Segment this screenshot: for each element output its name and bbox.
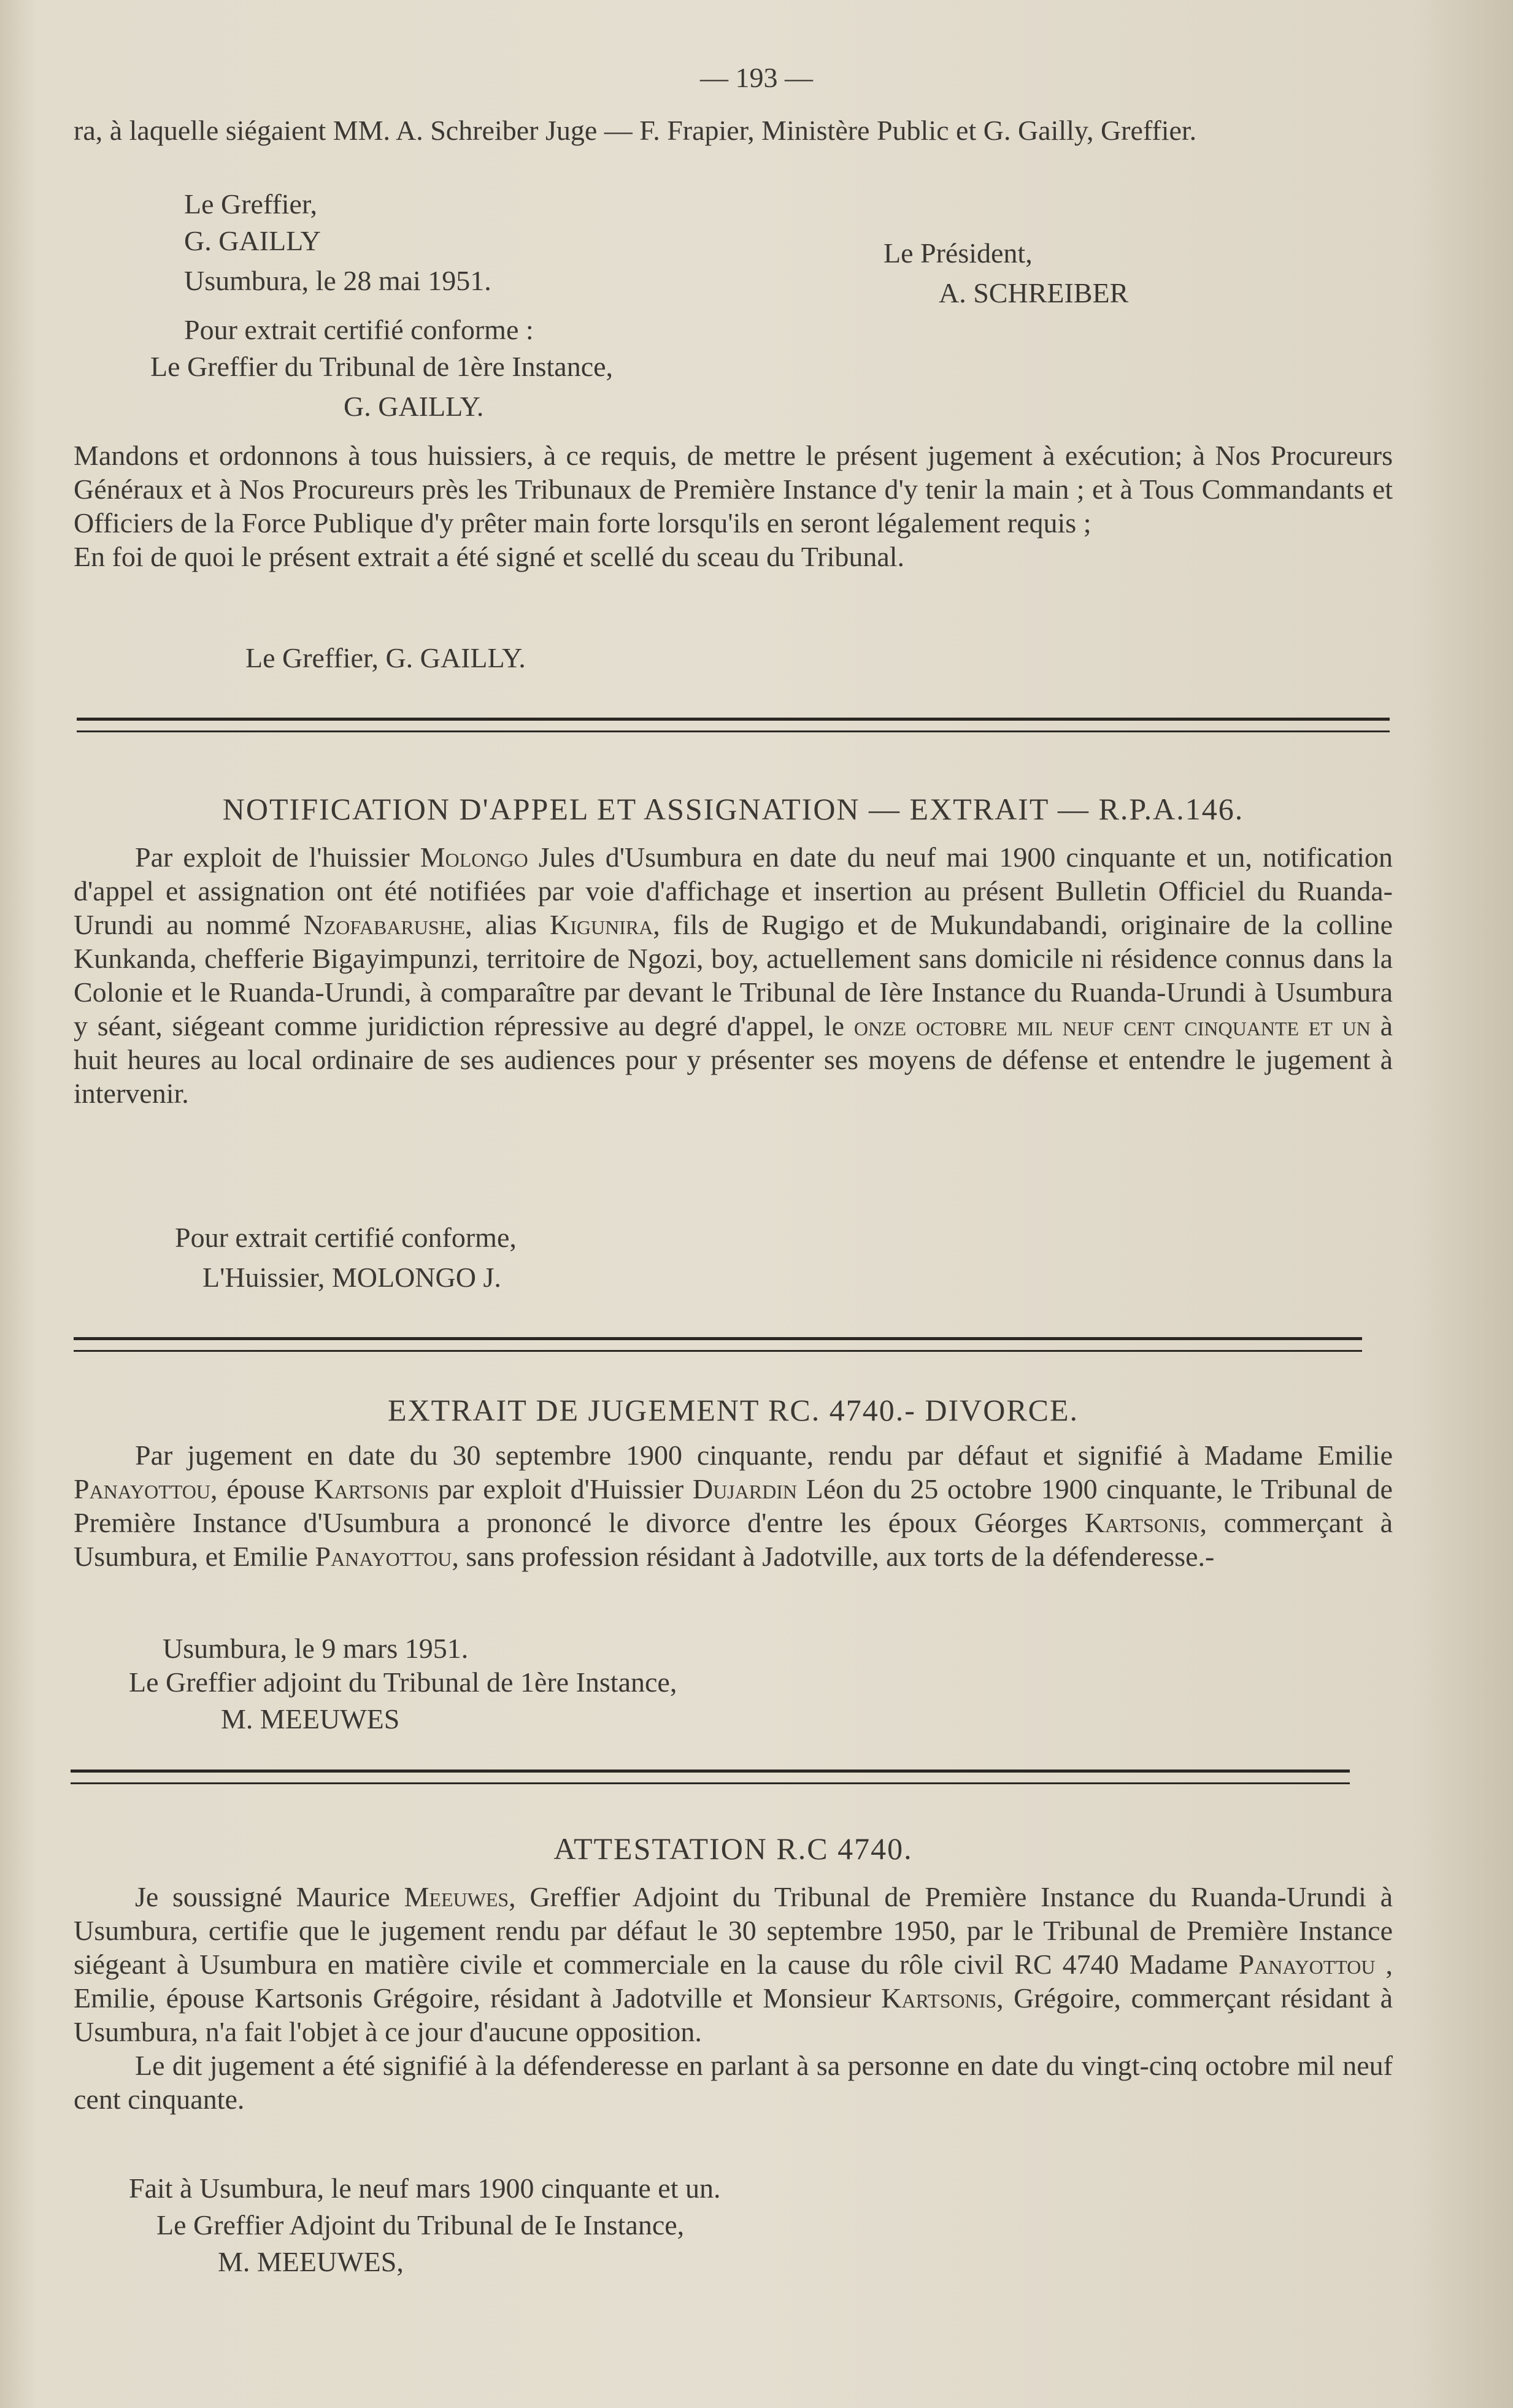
certified-line: Pour extrait certifié conforme :: [184, 314, 534, 345]
divorce-paragraph: Par jugement en date du 30 septembre 1900 cinquante, rendu par défaut et signifié à Madame Emilie Panayottou, épouse Kartsonis par exploit d'Huissier Dujardin Léon du 25 octobre 1900 cinquante, le Tribunal de Première Instance d'Usumbura a prononcé le divorce d'entre les époux Géorges Kartsonis, commerçant à Usumbura, et Emilie Panayottou, sans profession résidant à Jadotville, aux torts de la défenderesse.-: [74, 1440, 1393, 1572]
certified-line: Pour extrait certifié conforme,: [175, 1222, 517, 1253]
greffier-tribunal-name: G. GAILLY.: [344, 391, 484, 422]
greffier-name: M. MEEUWES: [221, 1703, 400, 1735]
greffier-name: M. MEEUWES,: [218, 2246, 404, 2277]
greffier-name: G. GAILLY: [184, 225, 321, 256]
divorce-block: [74, 1438, 1393, 1573]
section-divider: [77, 718, 1390, 732]
president-label: Le Président,: [884, 237, 1033, 269]
notification-paragraph: Par exploit de l'huissier Molongo Jules d'Usumbura en date du neuf mai 1900 cinquante et un, notification d'appel et assignation ont été notifiées par voie d'affichage et insertion au présent Bulletin Officiel du Ruanda-Urundi au nommé Nzofabarushe, alias Kigunira, fils de Rugigo et de Mukundabandi, originaire de la colline Kunkanda, chefferie Bigayimpunzi, territoire de Ngozi, boy, actuellement sans domicile ni résidence connus dans la Colonie et le Ruanda-Urundi, à comparaître par devant le Tribunal de Ière Instance du Ruanda-Urundi à Usumbura y séant, siégeant comme juridiction répressive au degré d'appel, le onze octobre mil neuf cent cinquante et un à huit heures au local ordinaire de ses audiences pour y présenter ses moyens de défense et entendre le jugement à intervenir.: [74, 842, 1393, 1109]
greffier-line: Le Greffier adjoint du Tribunal de 1ère Instance,: [129, 1666, 677, 1698]
section-title: ATTESTATION R.C 4740.: [553, 1831, 913, 1866]
person-name: Panayottou: [74, 1473, 210, 1505]
person-name: Kigunira: [549, 909, 653, 940]
date-line: Usumbura, le 9 mars 1951.: [163, 1633, 469, 1664]
date-line: Fait à Usumbura, le neuf mars 1900 cinquante et un.: [129, 2172, 721, 2204]
greffier-label: Le Greffier,: [184, 188, 317, 220]
date-line: Usumbura, le 28 mai 1951.: [184, 265, 491, 296]
person-name: Panayottou: [1238, 1949, 1376, 1980]
paragraph: ra, à laquelle siégaient MM. A. Schreiber Juge — F. Frapier, Ministère Public et G. Gailly, Greffier.: [74, 115, 1197, 146]
mandate-paragraph: Mandons et ordonnons à tous huissiers, à ce requis, de mettre le présent jugement à exécution; à Nos Procureurs Généraux et à Nos Procureurs près les Tribunaux de Première Instance d'y tenir la main ; et à Tous Commandants et Officiers de la Force Publique d'y prêter main forte lorsqu'ils en seront légalement requis ;: [74, 440, 1393, 539]
person-name: Dujardin: [692, 1473, 797, 1505]
section-divider: [74, 1337, 1362, 1352]
page-number: — 193 —: [700, 62, 813, 93]
section-divider: [71, 1770, 1350, 1784]
mandate-block: [74, 439, 1393, 573]
judgment-continuation: [74, 113, 1393, 147]
attestation-paragraph: Je soussigné Maurice Meeuwes, Greffier Adjoint du Tribunal de Première Instance du Ruanda-Urundi à Usumbura, certifie que le jugement rendu par défaut le 30 septembre 1950, par le Tribunal de Première Instance siégeant à Usumbura en matière civile et commerciale en la cause du rôle civil RC 4740 Madame Panayottou , Emilie, épouse Kartsonis Grégoire, résidant à Jadotville et Monsieur Kartsonis, Grégoire, commerçant résidant à Usumbura, n'a fait l'objet à ce jour d'aucune opposition.: [74, 1881, 1393, 2047]
section-title: EXTRAIT DE JUGEMENT RC. 4740.- DIVORCE.: [387, 1393, 1079, 1427]
attestation-block: [74, 1880, 1393, 2116]
notification-paragraph: Le dit jugement a été signifié à la défenderesse en parlant à sa personne en date du vingt-cinq octobre mil neuf cent cinquante.: [74, 2050, 1393, 2115]
person-name: Molongo: [420, 842, 528, 873]
person-name: Panayottou: [315, 1541, 452, 1572]
section-title: NOTIFICATION D'APPEL ET ASSIGNATION — EXTRAIT — R.P.A.146.: [222, 792, 1244, 826]
signature-line: L'Huissier, MOLONGO J.: [202, 1262, 501, 1293]
person-name: Meeuwes: [404, 1881, 509, 1912]
hearing-date: onze octobre mil neuf cent cinquante et un: [853, 1010, 1371, 1041]
notification-block: [74, 840, 1393, 1110]
person-name: Kartsonis: [881, 1982, 997, 2014]
greffier-line: Le Greffier Adjoint du Tribunal de Ie Instance,: [156, 2209, 685, 2241]
person-name: Nzofabarushe: [303, 909, 466, 940]
person-name: Kartsonis: [314, 1473, 429, 1505]
signature-line: Le Greffier, G. GAILLY.: [245, 642, 526, 673]
greffier-tribunal: Le Greffier du Tribunal de 1ère Instance,: [150, 351, 614, 382]
president-name: A. SCHREIBER: [939, 277, 1129, 309]
person-name: Kartsonis: [1084, 1507, 1200, 1538]
seal-paragraph: En foi de quoi le présent extrait a été signé et scellé du sceau du Tribunal.: [74, 541, 905, 572]
